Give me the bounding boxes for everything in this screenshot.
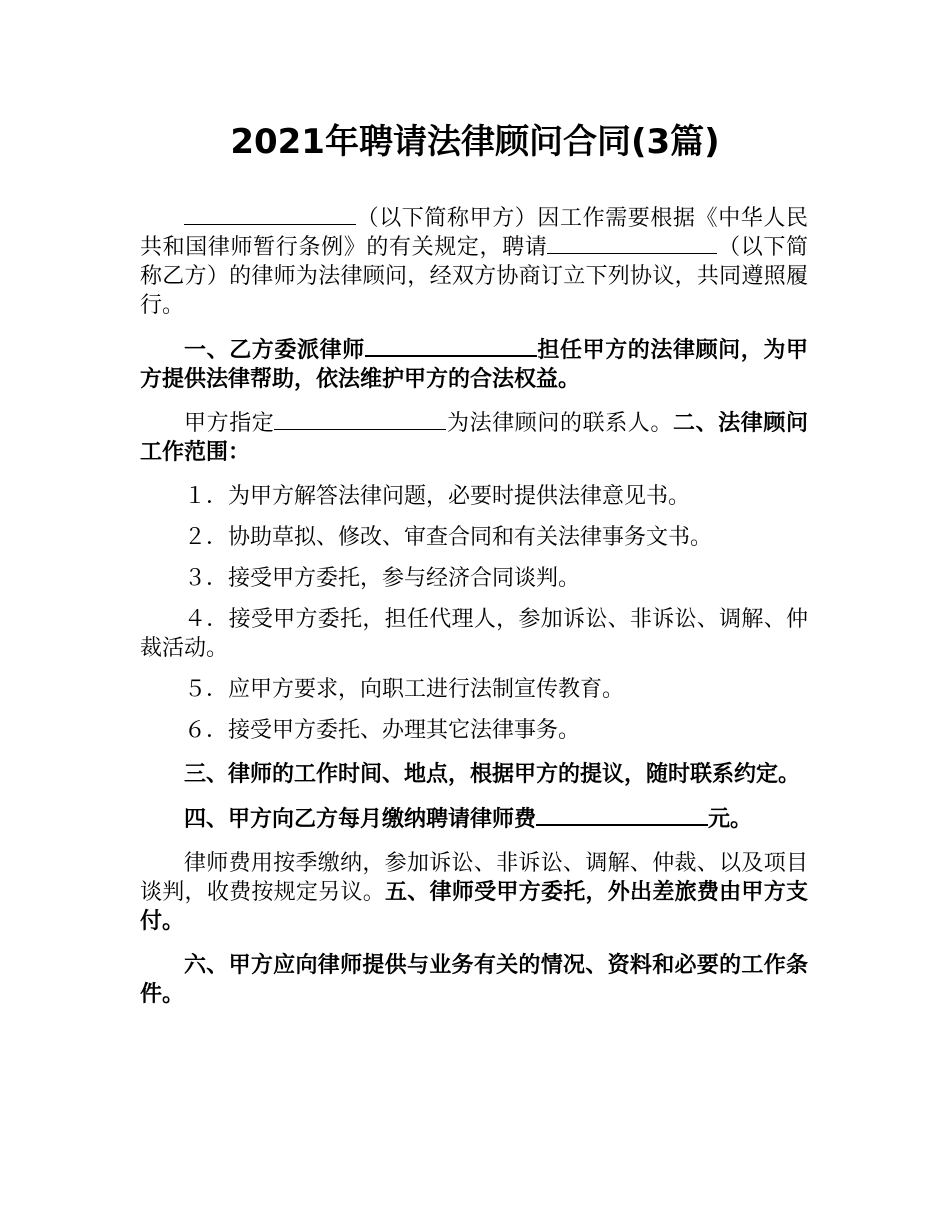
party-b-blank [547, 233, 717, 254]
contact-text-a: 甲方指定 [184, 411, 275, 436]
clause-5: 五、律师受甲方委托，外出差旅费由甲方支付。 [140, 880, 808, 934]
clause-4-text-a: 四、甲方向乙方每月缴纳聘请律师费 [184, 807, 537, 832]
monthly-fee-blank [536, 804, 708, 826]
fees-paragraph [140, 849, 808, 936]
scope-item-4: ４．接受甲方委托，担任代理人，参加诉讼、非诉讼、调解、仲裁活动。 [140, 607, 808, 661]
clause-2-heading: 二、法律顾问工作范围： [140, 411, 808, 465]
intro-paragraph [140, 204, 808, 320]
document-title: 2021年聘请法律顾问合同(3篇) [230, 122, 720, 162]
clause-1-text-b: 担任甲方的法律顾问，为甲方提供法律帮助，依法维护甲方的合法权益。 [140, 338, 808, 392]
lawyer-name-blank [365, 335, 537, 357]
scope-item-3: ３．接受甲方委托，参与经济合同谈判。 [184, 566, 581, 591]
clause-1 [140, 335, 808, 394]
clause-3: 三、律师的工作时间、地点，根据甲方的提议，随时联系约定。 [184, 762, 801, 787]
clause-4-text-b: 元。 [708, 807, 753, 832]
contact-paragraph [140, 409, 808, 467]
clause-4 [140, 804, 808, 834]
contact-person-blank [274, 409, 446, 430]
clause-1-text-a: 一、乙方委派律师 [184, 338, 365, 363]
party-a-blank [184, 204, 356, 225]
fees-text-a: 律师费用按季缴纳，参加诉讼、非诉讼、调解、仲裁、以及项目谈判，收费按规定另议。 [140, 851, 808, 905]
clause-6: 六、甲方应向律师提供与业务有关的情况、资料和必要的工作条件。 [140, 953, 808, 1007]
scope-item-2: ２．协助草拟、修改、审查合同和有关法律事务文书。 [184, 525, 713, 550]
document-body [140, 204, 808, 1024]
scope-item-5: ５．应甲方要求，向职工进行法制宣传教育。 [184, 677, 625, 702]
scope-item-6: ６．接受甲方委托、办理其它法律事务。 [184, 718, 581, 743]
intro-text-1: （以下简称甲方）因工作需要根据《中华人民共和国律师暂行条例》的有关规定，聘请 [140, 206, 808, 260]
contact-text-b: 为法律顾问的联系人。 [446, 411, 673, 436]
scope-item-1: １．为甲方解答法律问题，必要时提供法律意见书。 [184, 484, 691, 509]
intro-text-2: （以下简称乙方）的律师为法律顾问，经双方协商订立下列协议，共同遵照履行。 [140, 235, 808, 318]
